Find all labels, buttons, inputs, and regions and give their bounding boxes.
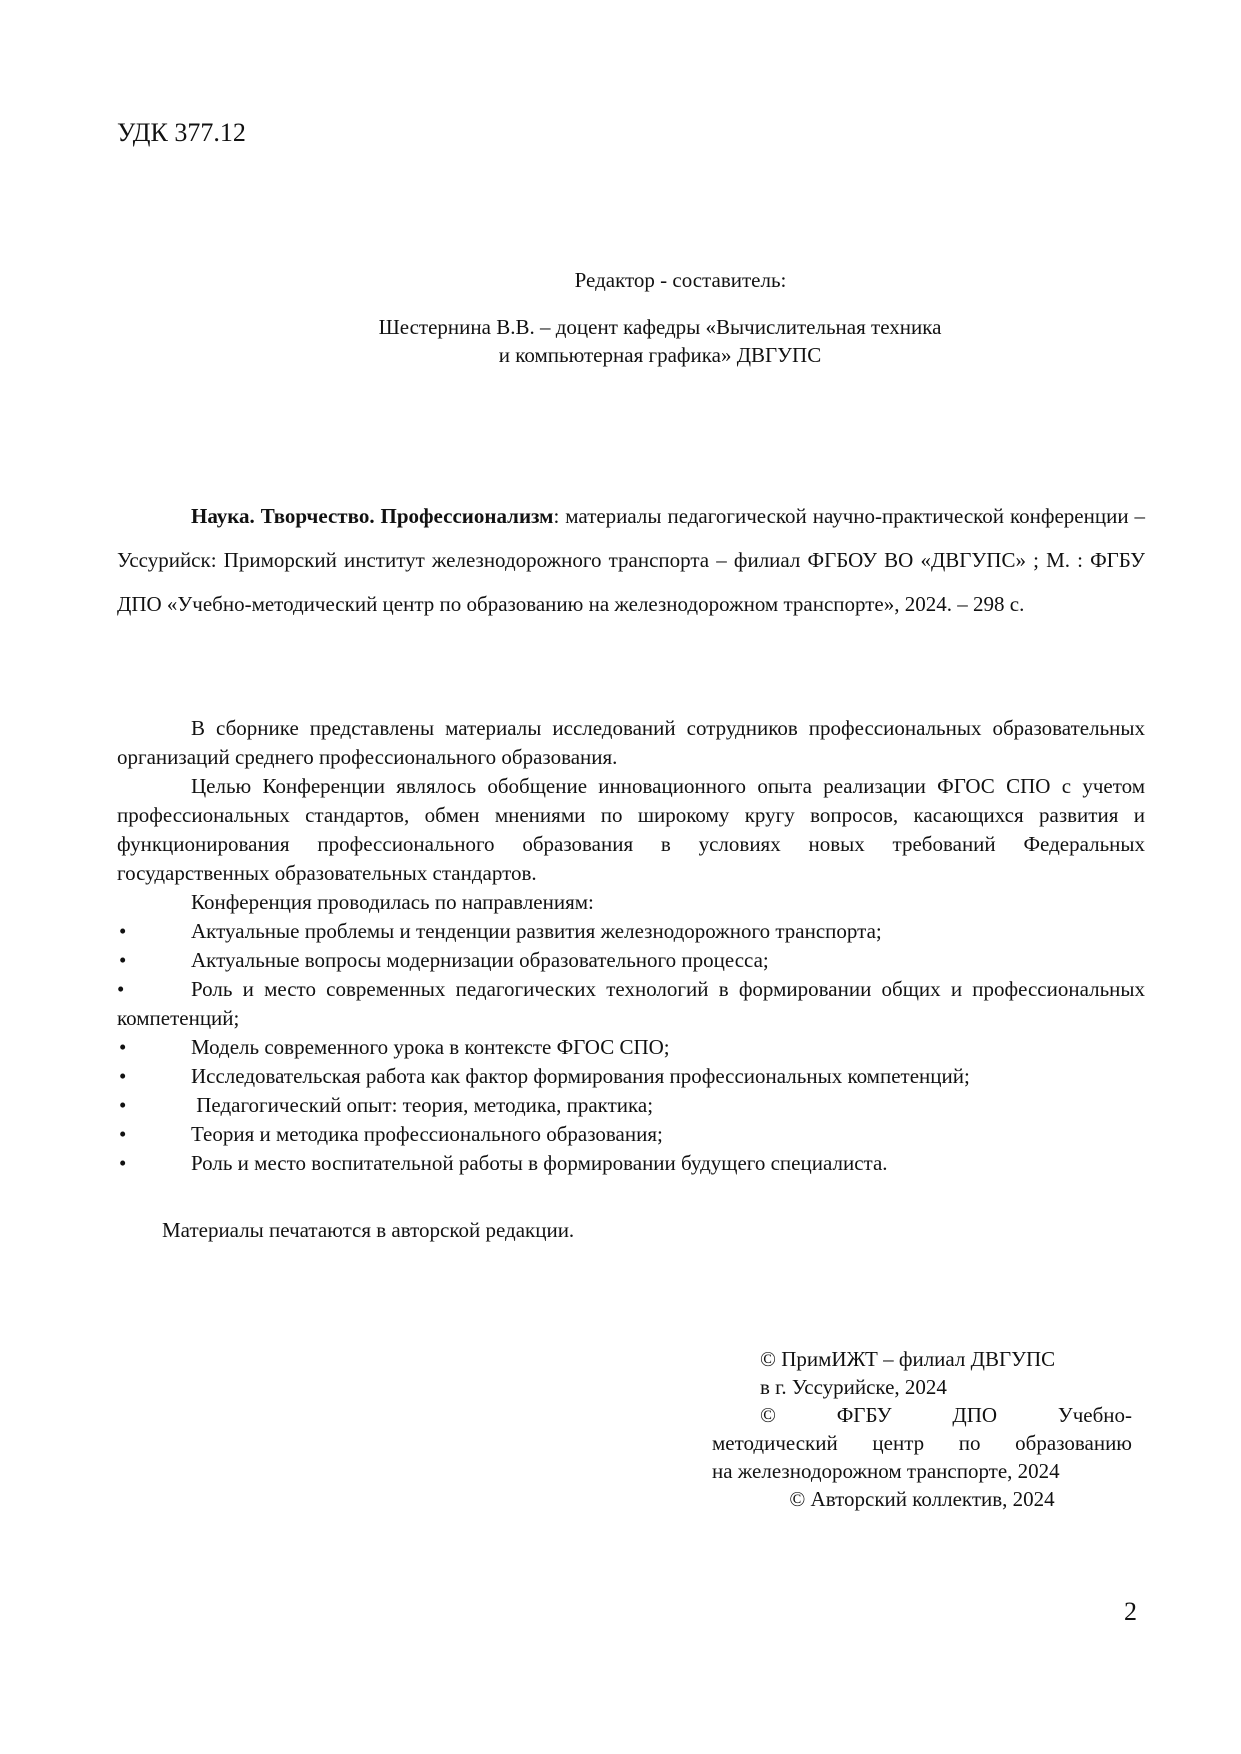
udk-code: УДК 377.12 xyxy=(117,118,246,147)
bibliographic-description xyxy=(117,494,1145,626)
list-item: • Педагогический опыт: теория, методика, практика; xyxy=(117,1091,1145,1120)
page-number: 2 xyxy=(1124,1597,1137,1626)
copyright-line: © Авторский коллектив, 2024 xyxy=(789,1487,1055,1511)
editor-name-line2: и компьютерная графика» ДВГУПС xyxy=(498,343,822,367)
editor-label: Редактор - составитель: xyxy=(574,268,787,292)
list-item: • Актуальные проблемы и тенденции развития железнодорожного транспорта; xyxy=(117,917,1145,946)
list-item: • Модель современного урока в контексте ФГОС СПО; xyxy=(117,1033,1145,1062)
annotation-para-2: Целью Конференции являлось обобщение инновационного опыта реализации ФГОС СПО с учетом профессиональных стандартов, обмен мнениями по широкому кругу вопросов, касающихся развития и функционирования профессионального образования в условиях новых требований Федеральных государственных образовательных стандартов. xyxy=(117,774,1145,885)
bullet-icon: • xyxy=(119,1035,127,1059)
editor-name xyxy=(310,313,1010,369)
annotation-para-3: Конференция проводилась по направлениям: xyxy=(191,890,594,914)
list-item: • Роль и место современных педагогических технологий в формировании общих и профессиональных компетенций; xyxy=(117,977,1145,1030)
list-item: • Теория и методика профессионального образования; xyxy=(117,1120,1145,1149)
copyright-block xyxy=(712,1345,1132,1513)
bullet-icon: • xyxy=(117,977,125,1001)
bibliographic-details: : материалы педагогической научно-практической конференции – Уссурийск: Приморский институт железнодорожного транспорта – филиал ФГБОУ ВО «ДВГУПС» ; М. : ФГБУ ДПО «Учебно-методический центр по образованию на железнодорожном транспорте», 2024. – 298 с. xyxy=(117,504,1145,616)
copyright-line: в г. Уссурийске, 2024 xyxy=(760,1375,947,1399)
copyright-line: © ФГБУ ДПО Учебно- xyxy=(760,1403,1132,1427)
copyright-line: методический центр по образованию xyxy=(712,1431,1132,1455)
directions-list xyxy=(117,917,1145,1178)
copyright-line: на железнодорожном транспорте, 2024 xyxy=(712,1459,1060,1483)
editorial-note: Материалы печатаются в авторской редакции. xyxy=(162,1218,575,1242)
copyright-line: © ПримИЖТ – филиал ДВГУПС xyxy=(760,1347,1056,1371)
list-item: • Актуальные вопросы модернизации образовательного процесса; xyxy=(117,946,1145,975)
bullet-icon: • xyxy=(119,1151,127,1175)
bullet-icon: • xyxy=(119,1093,127,1117)
bullet-icon: • xyxy=(119,1122,127,1146)
bullet-icon: • xyxy=(119,919,127,943)
list-item: • Исследовательская работа как фактор формирования профессиональных компетенций; xyxy=(117,1062,1145,1091)
list-item: • Роль и место воспитательной работы в формировании будущего специалиста. xyxy=(117,1149,1145,1178)
annotation-para-1: В сборнике представлены материалы исследований сотрудников профессиональных образовательных организаций среднего профессионального образования. xyxy=(117,716,1145,769)
bullet-icon: • xyxy=(119,1064,127,1088)
editor-name-line1: Шестернина В.В. – доцент кафедры «Вычислительная техника xyxy=(378,315,942,339)
bullet-icon: • xyxy=(119,948,127,972)
book-title: Наука. Творчество. Профессионализм xyxy=(191,504,554,528)
annotation xyxy=(117,714,1145,1178)
